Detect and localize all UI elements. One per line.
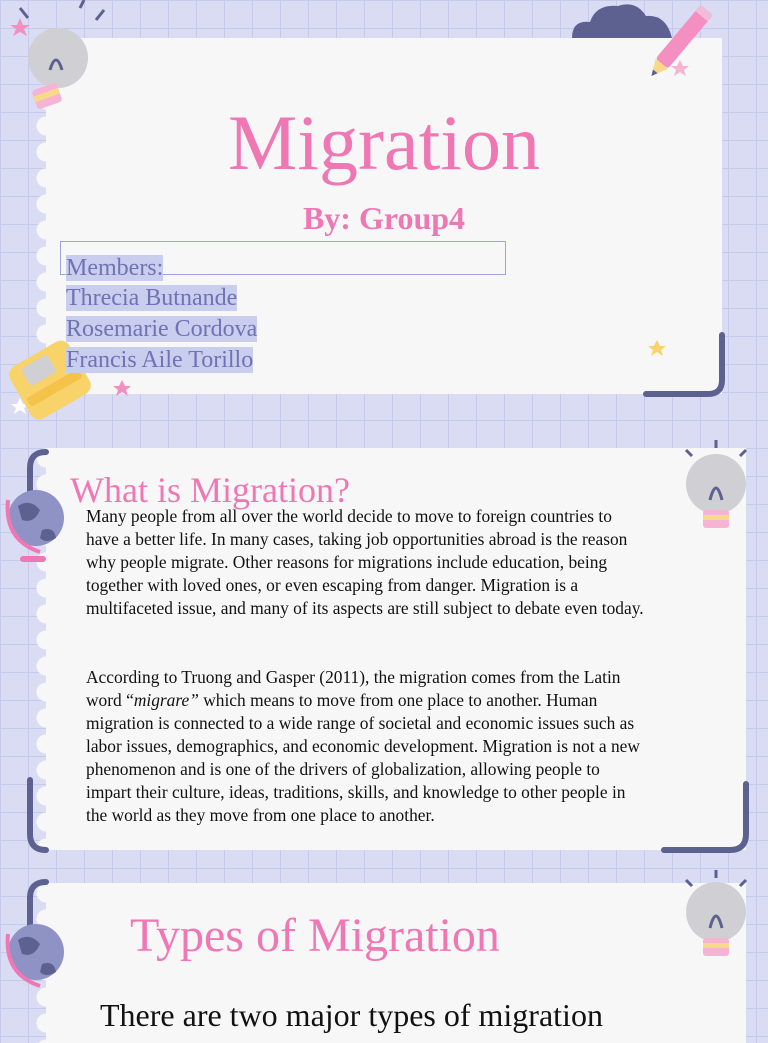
section-heading-types-of-migration: Types of Migration [130,909,500,962]
types-intro-text: There are two major types of migration [100,997,603,1033]
lightbulb-icon [686,870,746,956]
members-label: Members: [66,255,164,281]
cloud-icon [572,4,672,38]
latin-word: migrare” [133,690,199,710]
corner-bracket [664,784,746,850]
star-icon [10,18,30,36]
paragraph: According to Truong and Gasper (2011), the migration comes from the Latin word “migrare” which means to move from one place to another. Human migration is connected to a wide range of societal and economic issues such as labor issues, demographics, and economic development. Migration is not a new phenomenon and is one of the drivers of globalization, allowing people to impart their culture, ideas, traditions, skills, and knowledge to other people in the world as they move from one place to another. [86,667,640,825]
star-icon [671,60,689,76]
globe-icon [8,490,64,562]
page-title: Migration [228,99,540,186]
globe-icon [8,924,64,986]
corner-bracket [30,780,46,850]
lightbulb-icon [686,440,746,528]
member-name: Threcia Butnande [66,285,238,311]
section-heading-what-is-migration: What is Migration? [70,470,350,510]
paragraph: Many people from all over the world decide to move to foreign countries to have a better life. In many cases, taking job opportunities abroad is the reason why people migrate. Other reasons for migrations include education, being together with loved ones, or even escaping from danger. Migration is a multifaceted issue, and many of its aspects are still subject to debate even today. [86,506,644,618]
lightbulb-icon [20,0,104,110]
star-icon [113,380,131,396]
member-name: Rosemarie Cordova [66,316,258,342]
star-icon [648,340,666,356]
member-name: Francis Aile Torillo [66,347,254,373]
byline: By: Group4 [302,200,466,236]
